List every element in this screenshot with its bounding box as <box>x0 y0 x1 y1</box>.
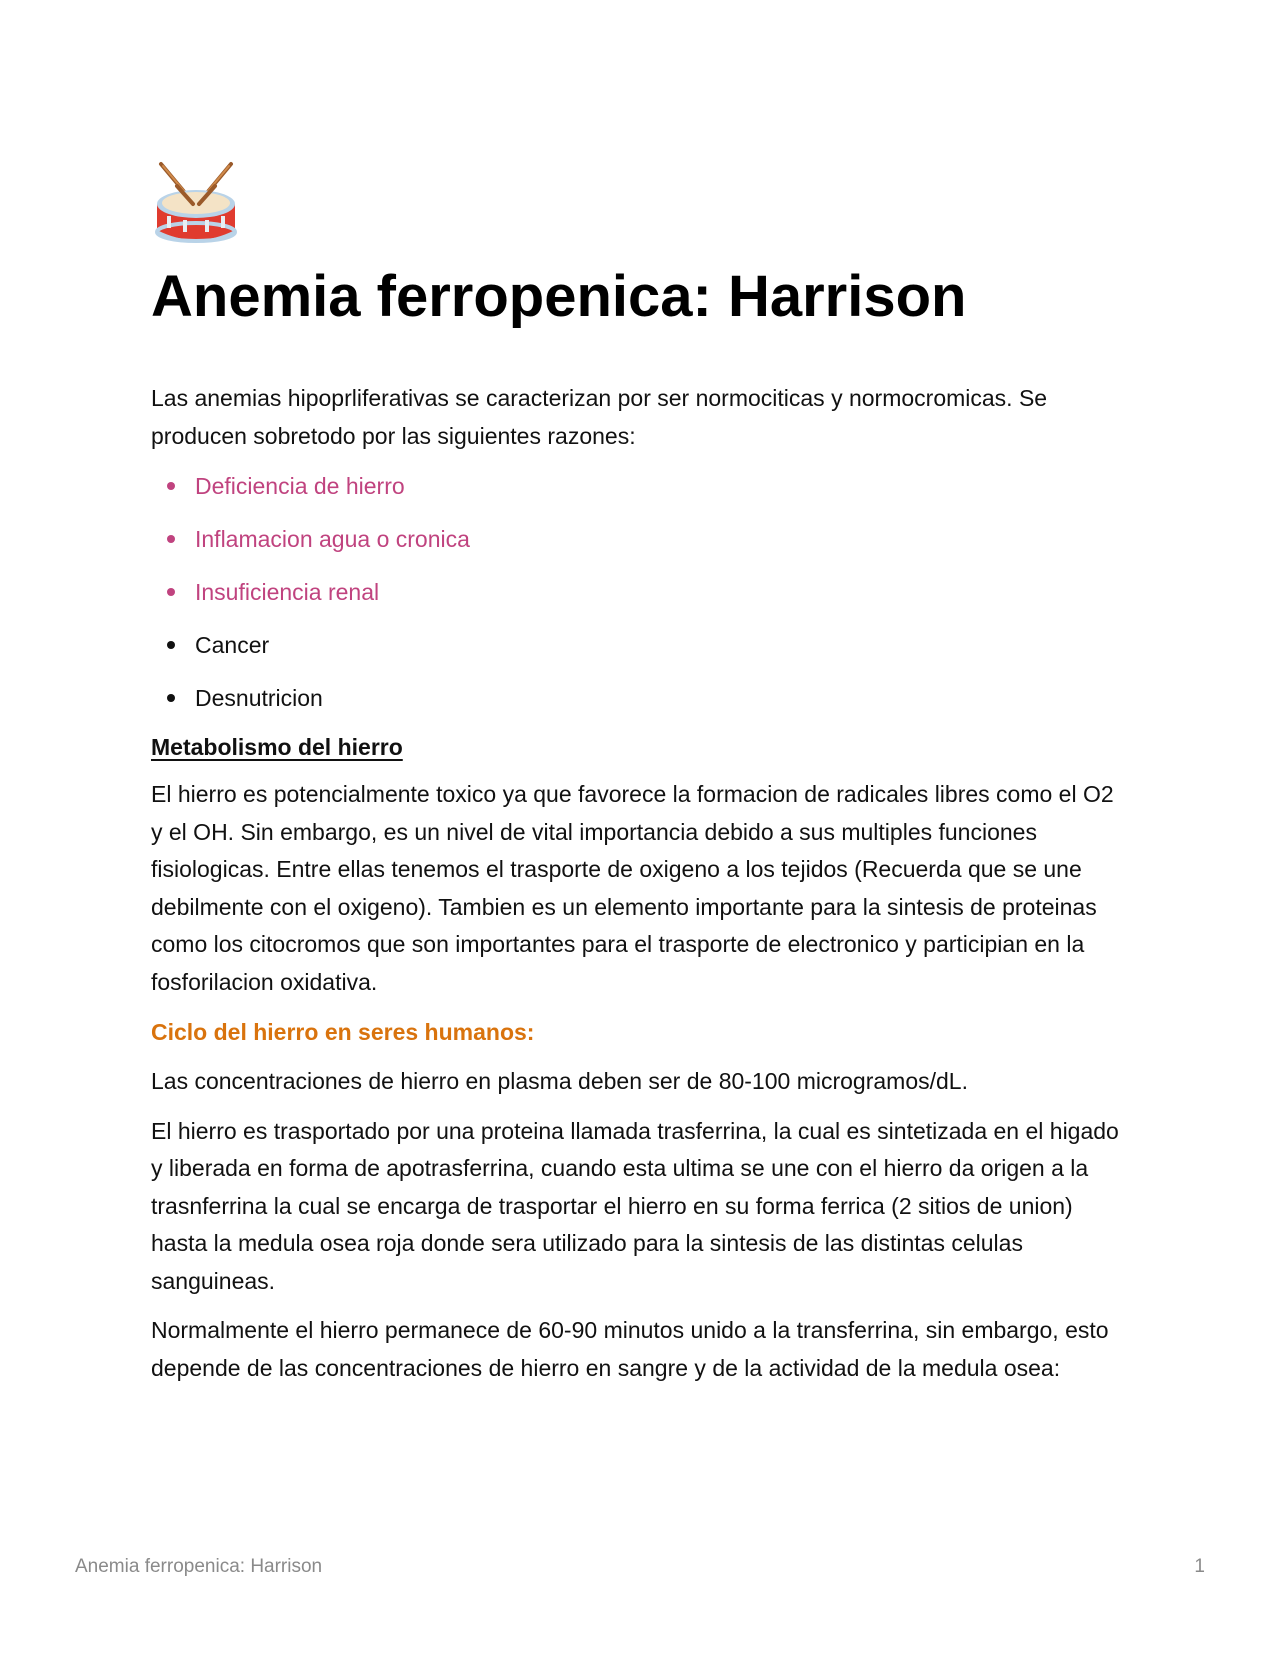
metabolism-paragraph: El hierro es potencialmente toxico ya que favorece la formacion de radicales libres como el O2 y el OH. Sin embargo, es un nivel de vital importancia debido a sus multiples funciones fisiologicas. Entre ellas tenemos el trasporte de oxigeno a los tejidos (Recuerda que se une debilmente con el oxigeno). Tambien es un elemento importante para la sintesis de proteinas como los citocromos que son importantes para el trasporte de electronico y participian en la fosforilacion oxidativa. <box>151 781 1114 995</box>
cycle-paragraph: El hierro es trasportado por una proteina llamada trasferrina, la cual es sintetizada en el higado y liberada en forma de apotrasferrina, cuando esta ultima se une con el hierro da origen a la trasnferrina la cual se encarga de trasportar el hierro en su forma ferrica (2 sitios de union) hasta la medula osea roja donde sera utilizado para la sintesis de las distintas celulas sanguineas. <box>151 1117 1119 1294</box>
bullet-icon <box>167 535 175 543</box>
cycle-paragraph: Normalmente el hierro permanece de 60-90 minutos unido a la transferrina, sin embargo, esto depende de las concentraciones de hierro en sangre y de la actividad de la medula osea: <box>151 1317 1109 1381</box>
footer-title: Anemia ferropenica: Harrison <box>75 1556 323 1577</box>
bullet-icon <box>167 482 175 490</box>
bullet-icon <box>167 641 175 649</box>
intro-paragraph: Las anemias hipoprliferativas se caracterizan por ser normociticas y normocromicas. Se producen sobretodo por las siguientes razones: <box>151 385 1048 449</box>
bullet-icon <box>167 694 175 702</box>
list-item-label: Desnutricion <box>195 685 323 711</box>
page-title: Anemia ferropenica: Harrison <box>151 264 967 329</box>
list-item-label: Insuficiencia renal <box>195 579 380 605</box>
reasons-list <box>151 467 1131 717</box>
list-item-label: Cancer <box>195 632 270 658</box>
list-item <box>151 679 1131 717</box>
list-item <box>151 573 1131 611</box>
metabolism-heading: Metabolismo del hierro <box>151 734 403 760</box>
list-item <box>151 520 1131 558</box>
page-footer <box>75 1556 1205 1578</box>
document-page <box>151 160 1131 1387</box>
list-item-label: Inflamacion agua o cronica <box>195 526 470 552</box>
page-number: 1 <box>1194 1556 1205 1577</box>
list-item <box>151 626 1131 664</box>
cycle-heading: Ciclo del hierro en seres humanos: <box>151 1019 535 1045</box>
list-item <box>151 467 1131 505</box>
list-item-label: Deficiencia de hierro <box>195 473 405 499</box>
cycle-paragraph: Las concentraciones de hierro en plasma deben ser de 80-100 microgramos/dL. <box>151 1068 968 1094</box>
bullet-icon <box>167 588 175 596</box>
drum-icon <box>153 160 239 246</box>
